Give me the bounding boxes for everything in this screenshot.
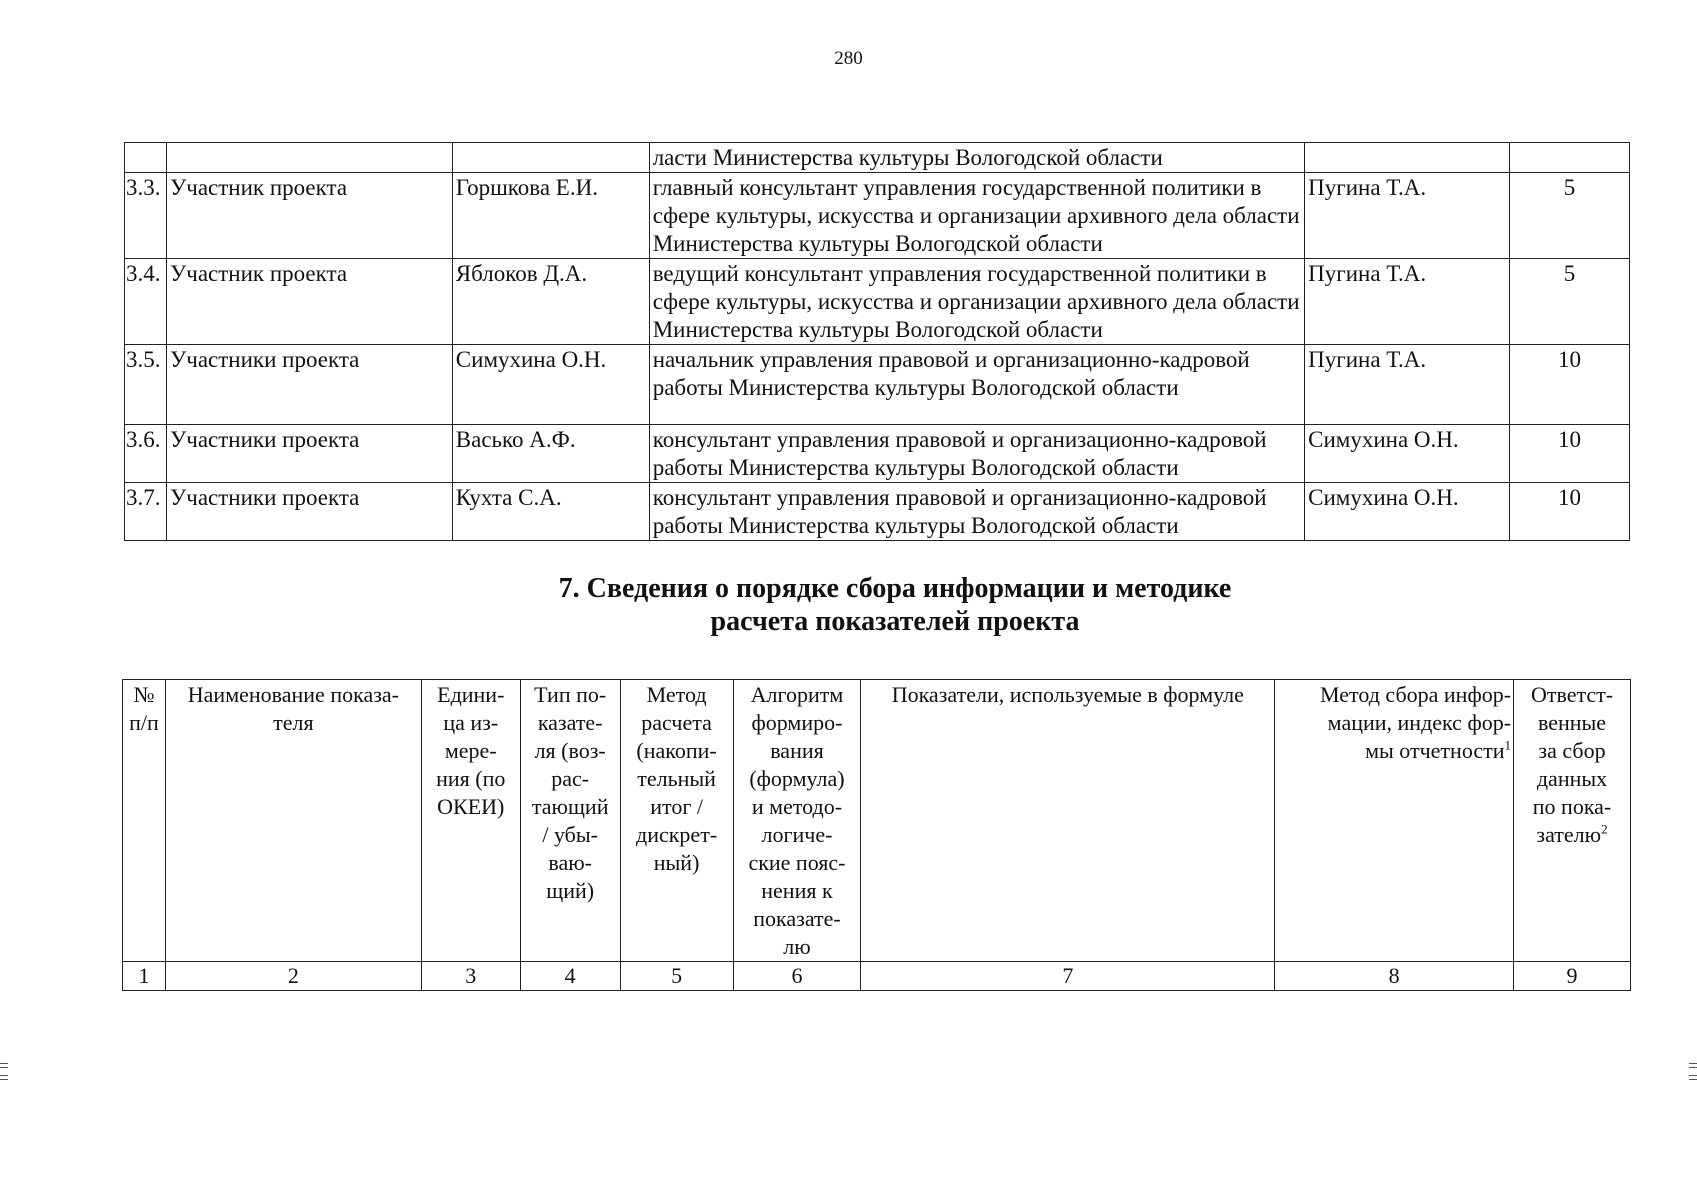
footnote-marker: 2 [1601, 821, 1608, 837]
header-text: ваю- [548, 850, 592, 875]
header-text: дискрет- [636, 822, 718, 847]
participant-name: Симухина О.Н. [452, 345, 649, 425]
header-line [736, 933, 859, 961]
header-text: логиче- [761, 822, 833, 847]
header-text: ния (по [436, 766, 506, 791]
header-line [736, 737, 859, 765]
header-line [736, 709, 859, 737]
header-text: теля [273, 710, 314, 735]
header-text: тельный [637, 766, 716, 791]
header-line [736, 877, 859, 905]
header-line [1516, 793, 1628, 821]
row-number [125, 143, 167, 173]
header-text: и методо- [751, 794, 843, 819]
column-number-8: 8 [1275, 962, 1514, 991]
column-header-8 [1275, 680, 1514, 962]
column-number-7: 7 [861, 962, 1275, 991]
header-line [736, 821, 859, 849]
participant-row [125, 345, 1630, 425]
participant-hours: 5 [1510, 173, 1630, 259]
participant-supervisor: Пугина Т.А. [1305, 345, 1510, 425]
participant-position: ласти Министерства культуры Вологодской области [649, 143, 1304, 173]
header-line [168, 709, 419, 737]
column-header-2 [165, 680, 421, 962]
header-text: Едини- [437, 682, 505, 707]
participant-position: начальник управления правовой и организационно-кадровой работы Министерства культуры Вологодской области [649, 345, 1304, 425]
header-line [623, 821, 731, 849]
header-line [125, 681, 163, 709]
header-line [623, 709, 731, 737]
header-text: ОКЕИ) [437, 794, 505, 819]
header-text: данных [1536, 766, 1608, 791]
header-line [736, 905, 859, 933]
participant-name: Яблоков Д.А. [452, 259, 649, 345]
section-title-line-1: 7. Сведения о порядке сбора информации и методике [558, 573, 1232, 604]
header-line [523, 877, 618, 905]
header-line [623, 849, 731, 877]
participant-role [166, 143, 452, 173]
header-line [623, 737, 731, 765]
header-line [736, 793, 859, 821]
row-number: 3.6. [125, 425, 167, 483]
participant-hours [1510, 143, 1630, 173]
header-line [1516, 681, 1628, 709]
header-line [1516, 737, 1628, 765]
participant-supervisor [1305, 143, 1510, 173]
participant-hours: 10 [1510, 483, 1630, 541]
header-text: ля (воз- [534, 738, 606, 763]
section-title-line-2: расчета показателей проекта [710, 606, 1080, 637]
header-text: мы отчетности [1365, 738, 1505, 763]
header-line [424, 737, 518, 765]
header-text: итог / [650, 794, 703, 819]
header-line [1516, 709, 1628, 737]
header-text: расчета [641, 710, 712, 735]
participant-row [125, 483, 1630, 541]
column-number-4: 4 [520, 962, 620, 991]
header-line [623, 681, 731, 709]
header-line [523, 737, 618, 765]
participant-position: главный консультант управления государственной политики в сфере культуры, искусства и организации архивного дела области Министерства культуры Вологодской области [649, 173, 1304, 259]
header-text: по пока- [1532, 794, 1612, 819]
edge-mark-right [1689, 1063, 1697, 1068]
participant-supervisor: Симухина О.Н. [1305, 483, 1510, 541]
participant-role: Участник проекта [166, 173, 452, 259]
column-number-9: 9 [1514, 962, 1631, 991]
participant-supervisor: Симухина О.Н. [1305, 425, 1510, 483]
column-header-5 [620, 680, 733, 962]
header-text: Метод [646, 682, 707, 707]
header-text: Метод сбора инфор- [1319, 682, 1512, 707]
header-text: венные [1537, 710, 1607, 735]
participant-name [452, 143, 649, 173]
participant-name: Васько А.Ф. [452, 425, 649, 483]
header-line [424, 765, 518, 793]
header-text: щий) [546, 878, 595, 903]
column-header-6 [733, 680, 861, 962]
participant-position: консультант управления правовой и организационно-кадровой работы Министерства культуры Вологодской области [649, 425, 1304, 483]
participant-supervisor: Пугина Т.А. [1305, 173, 1510, 259]
section-heading [0, 572, 1697, 638]
header-line [1277, 709, 1511, 737]
header-line [736, 849, 859, 877]
column-header-9 [1514, 680, 1631, 962]
header-line [523, 821, 618, 849]
header-line [736, 765, 859, 793]
header-line [125, 709, 163, 737]
header-line [736, 681, 859, 709]
participant-role: Участники проекта [166, 345, 452, 425]
participant-role: Участник проекта [166, 259, 452, 345]
header-text: Ответст- [1530, 682, 1614, 707]
participant-name: Горшкова Е.И. [452, 173, 649, 259]
header-text: ские пояс- [748, 850, 846, 875]
participant-supervisor: Пугина Т.А. [1305, 259, 1510, 345]
participant-row [125, 425, 1630, 483]
page-number: 280 [834, 48, 863, 69]
header-text: рас- [551, 766, 590, 791]
edge-mark-right-2 [1689, 1075, 1697, 1080]
header-line [623, 765, 731, 793]
participant-name: Кухта С.А. [452, 483, 649, 541]
participant-row [125, 173, 1630, 259]
header-line [623, 793, 731, 821]
header-line [523, 765, 618, 793]
header-text: (формула) [749, 766, 845, 791]
column-number-3: 3 [421, 962, 520, 991]
header-text: казате- [537, 710, 603, 735]
header-text: Показатели, используемые в формуле [891, 682, 1244, 707]
column-header-4 [520, 680, 620, 962]
header-text: Тип по- [534, 682, 607, 707]
participant-row [125, 143, 1630, 173]
method-table [122, 679, 1631, 991]
header-text: лю [783, 934, 811, 959]
header-text: ца из- [443, 710, 499, 735]
header-text: мере- [444, 738, 497, 763]
header-text: / убы- [542, 822, 598, 847]
participant-role: Участники проекта [166, 483, 452, 541]
header-text: показате- [753, 906, 841, 931]
header-line [523, 681, 618, 709]
column-number-2: 2 [165, 962, 421, 991]
participant-hours: 10 [1510, 345, 1630, 425]
header-line [1277, 681, 1511, 709]
participant-hours: 5 [1510, 259, 1630, 345]
header-text: (накопи- [636, 738, 717, 763]
column-header-7 [861, 680, 1275, 962]
header-text: тающий [531, 794, 609, 819]
header-line [863, 681, 1272, 709]
header-line [523, 849, 618, 877]
header-line [523, 709, 618, 737]
header-text: ный) [653, 850, 700, 875]
row-number: 3.4. [125, 259, 167, 345]
header-text: Алгоритм [750, 682, 844, 707]
header-text: зателю [1536, 822, 1602, 847]
header-text: п/п [129, 710, 159, 735]
participant-hours: 10 [1510, 425, 1630, 483]
row-number: 3.7. [125, 483, 167, 541]
header-text: Наименование показа- [187, 682, 399, 707]
column-number-5: 5 [620, 962, 733, 991]
header-line [424, 709, 518, 737]
header-text: вания [770, 738, 824, 763]
column-number-6: 6 [733, 962, 861, 991]
participant-position: ведущий консультант управления государственной политики в сфере культуры, искусства и организации архивного дела области Министерства культуры Вологодской области [649, 259, 1304, 345]
header-line [523, 793, 618, 821]
edge-mark-left-2 [0, 1075, 8, 1080]
participants-table [124, 142, 1630, 541]
column-header-3 [421, 680, 520, 962]
header-line [1516, 765, 1628, 793]
column-header-1 [123, 680, 166, 962]
row-number: 3.3. [125, 173, 167, 259]
participant-role: Участники проекта [166, 425, 452, 483]
header-line [1277, 737, 1511, 765]
footnote-marker: 1 [1504, 737, 1512, 753]
header-text: № [133, 682, 155, 707]
column-number-1: 1 [123, 962, 166, 991]
header-text: нения к [761, 878, 833, 903]
edge-mark-left [0, 1063, 8, 1068]
participant-position: консультант управления правовой и организационно-кадровой работы Министерства культуры Вологодской области [649, 483, 1304, 541]
header-text: мации, индекс фор- [1327, 710, 1512, 735]
header-text: за сбор [1538, 738, 1606, 763]
participant-row [125, 259, 1630, 345]
header-line [1516, 821, 1628, 849]
header-text: формиро- [751, 710, 843, 735]
header-line [424, 681, 518, 709]
row-number: 3.5. [125, 345, 167, 425]
header-line [168, 681, 419, 709]
header-line [424, 793, 518, 821]
